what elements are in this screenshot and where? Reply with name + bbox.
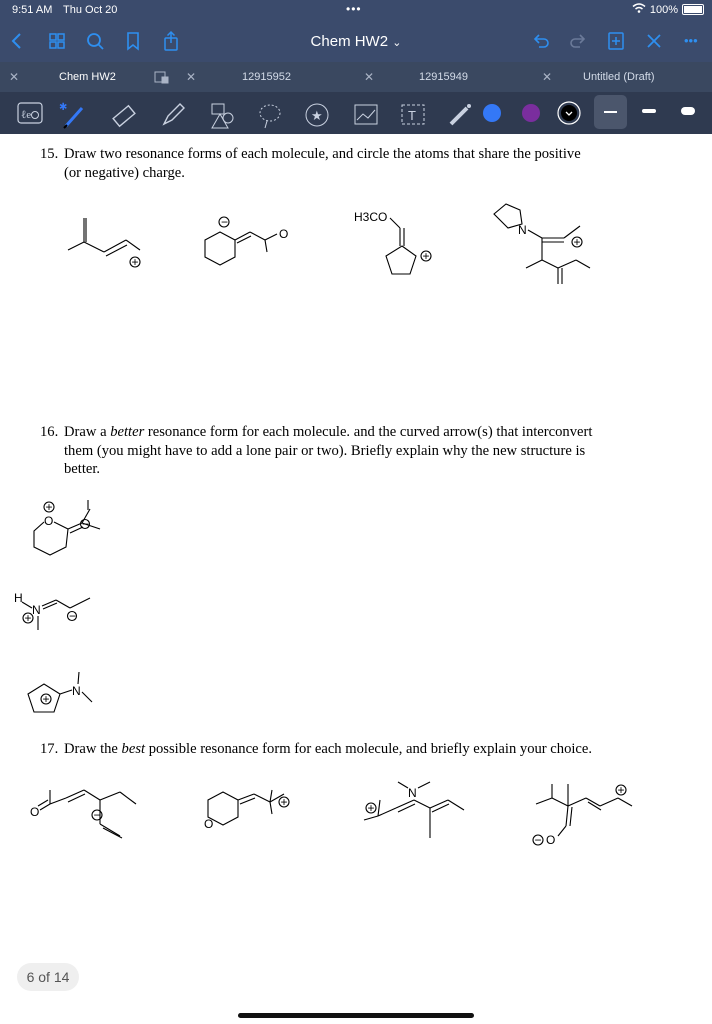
question-17 (40, 740, 690, 759)
redo-icon[interactable] (567, 30, 589, 52)
svg-text:✱: ✱ (59, 102, 68, 113)
question-text-line: Draw two resonance forms of each molecule, and circle the atoms that share the positive (64, 146, 581, 162)
oxygen-label: O (30, 805, 40, 819)
positive-charge-label: + (131, 255, 139, 269)
tab-chem-hw2[interactable]: Chem HW2 (59, 71, 116, 83)
oxygen-label: O (44, 514, 54, 528)
share-icon[interactable] (160, 30, 182, 52)
oxygen-label: O (546, 833, 556, 847)
oxygen-label: O (204, 817, 214, 831)
molecule-17c (358, 780, 473, 842)
close-icon[interactable] (643, 30, 665, 52)
tab-close-icon[interactable]: ✕ (9, 70, 20, 84)
molecule-15a (60, 210, 170, 280)
color-blue-swatch[interactable] (481, 100, 505, 126)
text-tool-icon[interactable] (398, 100, 428, 130)
tab-close-icon[interactable]: ✕ (186, 70, 197, 84)
status-date: Thu Oct 20 (63, 4, 118, 16)
nitrogen-label: N (518, 223, 527, 237)
question-15 (40, 145, 680, 182)
positive-charge-label: + (617, 783, 625, 797)
document-title-text: Chem HW2 (310, 33, 389, 50)
positive-charge-label: + (367, 801, 375, 815)
oxygen-label: O (279, 227, 289, 241)
more-options-icon[interactable]: ••• (684, 33, 698, 48)
grid-view-icon[interactable] (46, 30, 68, 52)
molecule-17b (198, 780, 308, 835)
nitrogen-label: N (72, 684, 81, 698)
molecule-16b (12, 590, 102, 635)
pen-tool-icon[interactable] (58, 100, 88, 130)
wifi-icon (632, 3, 646, 16)
molecule-17a (28, 778, 148, 848)
title-chevron-icon: ⌄ (392, 37, 402, 49)
eraser-icon[interactable] (110, 100, 140, 130)
home-indicator[interactable] (238, 1013, 474, 1018)
battery-status (632, 3, 704, 16)
stroke-medium[interactable] (642, 109, 656, 113)
stroke-thick[interactable] (681, 107, 695, 115)
tab-12915952[interactable]: 12915952 (242, 71, 291, 83)
status-bar (0, 0, 712, 22)
laser-pointer-icon[interactable] (445, 100, 475, 130)
molecule-15c (352, 206, 452, 281)
image-icon[interactable] (351, 100, 381, 130)
highlighter-icon[interactable] (158, 100, 188, 130)
shapes-icon[interactable] (206, 100, 236, 130)
tab-close-icon[interactable]: ✕ (542, 70, 553, 84)
tab-untitled-draft[interactable]: Untitled (Draft) (583, 71, 655, 83)
bookmark-icon[interactable] (122, 30, 144, 52)
positive-charge-label: + (45, 500, 53, 514)
question-text-line: Draw the best possible resonance form for each molecule, and briefly explain your choice. (64, 741, 593, 757)
elements-star-icon[interactable] (302, 100, 332, 130)
negative-charge-label: − (93, 808, 101, 822)
document-tabs (0, 62, 712, 92)
tab-12915949[interactable]: 12915949 (419, 71, 468, 83)
color-purple-swatch[interactable] (520, 100, 544, 126)
status-time: 9:51 AM (12, 4, 53, 16)
battery-percent: 100% (649, 3, 678, 16)
positive-charge-label: + (422, 249, 430, 263)
split-view-icon[interactable] (154, 70, 170, 84)
negative-charge-label: − (534, 833, 542, 847)
nitrogen-label: N (408, 786, 417, 800)
methoxy-label: H3CO (354, 210, 388, 224)
positive-charge-label: + (280, 795, 288, 809)
question-text-line: better. (64, 461, 101, 477)
hydrogen-label: H (14, 591, 23, 605)
negative-charge-label: − (82, 517, 90, 531)
page-indicator[interactable]: 6 of 14 (17, 963, 79, 991)
molecule-15b (195, 212, 305, 272)
question-text-line: (or negative) charge. (64, 164, 185, 181)
negative-charge-label: − (221, 215, 229, 229)
question-number: 16. (40, 424, 59, 440)
undo-icon[interactable] (530, 30, 552, 52)
search-icon[interactable] (84, 30, 106, 52)
tab-close-icon[interactable]: ✕ (364, 70, 375, 84)
stroke-thin-selected[interactable] (594, 95, 627, 129)
molecule-16c (22, 668, 112, 720)
positive-charge-label: + (42, 692, 50, 706)
navigation-bar (0, 22, 712, 62)
negative-charge-label: − (69, 609, 77, 623)
molecule-15d (488, 196, 603, 291)
question-16 (40, 423, 680, 479)
positive-charge-label: + (573, 235, 581, 249)
back-chevron-icon[interactable] (6, 30, 28, 52)
add-page-icon[interactable] (605, 30, 627, 52)
question-text-line: Draw a better resonance form for each molecule. and the curved arrow(s) that interconvert (64, 424, 593, 440)
question-number: 17. (40, 741, 59, 757)
positive-charge-label: + (24, 611, 32, 625)
molecule-17d (528, 778, 648, 848)
multitask-dots[interactable]: ••• (346, 2, 362, 16)
svg-text:ℓe: ℓe (21, 109, 32, 121)
annotation-toolbar (0, 92, 712, 134)
color-black-selected-swatch[interactable] (556, 100, 584, 126)
lasso-icon[interactable] (255, 100, 285, 130)
nitrogen-label: N (32, 603, 41, 617)
svg-text:T: T (408, 108, 416, 123)
svg-text:★: ★ (311, 108, 323, 123)
question-number: 15. (40, 146, 59, 162)
document-title[interactable] (290, 33, 422, 50)
zoom-handwriting-icon[interactable] (17, 100, 43, 126)
question-text-line: them (you might have to add a lone pair or two). Briefly explain why the new structure is (64, 442, 586, 459)
battery-icon (682, 4, 704, 15)
molecule-16a (28, 495, 118, 565)
